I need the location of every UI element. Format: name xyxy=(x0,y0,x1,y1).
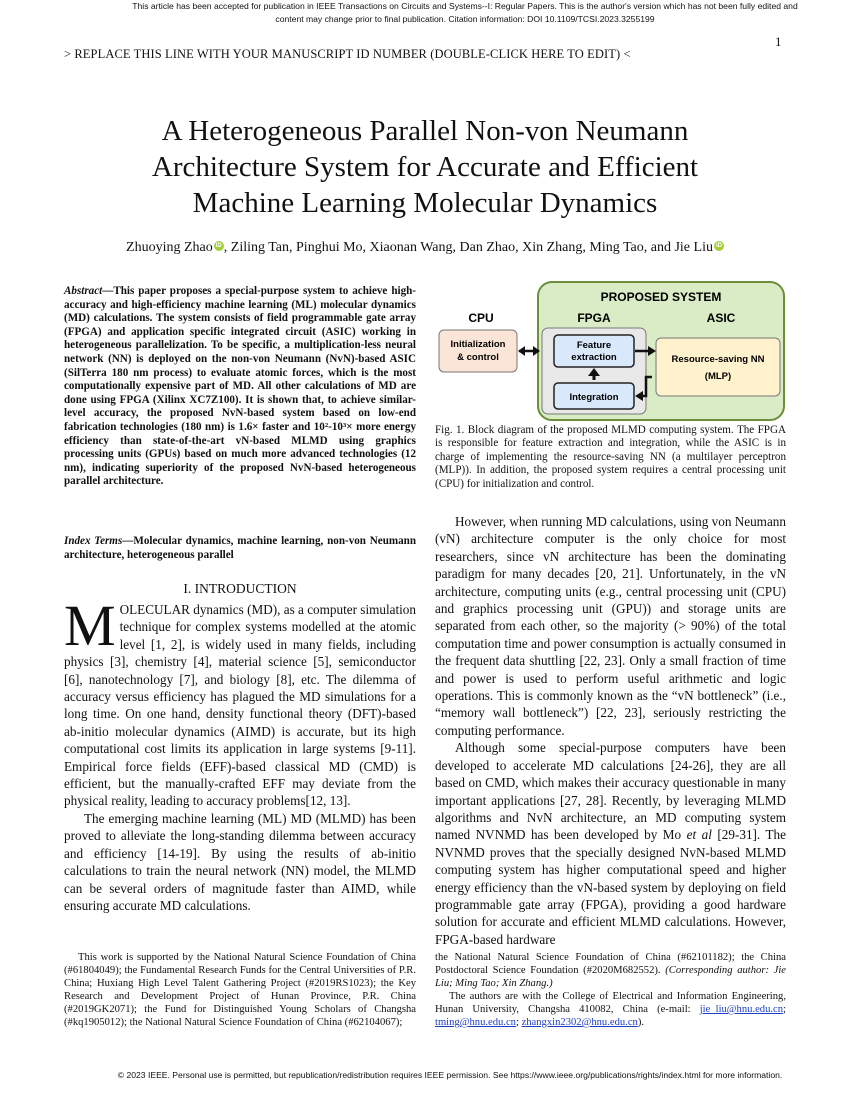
paper-title xyxy=(64,113,786,221)
proposed-system-label: PROPOSED SYSTEM xyxy=(600,290,722,304)
copyright-footer: © 2023 IEEE. Personal use is permitted, but republication/redistribution requires IEEE permission. See https://www.ieee.org/publications/rights/index.html for more information. xyxy=(117,1070,783,1080)
email-separator: ; xyxy=(783,1004,786,1015)
right-paragraph-2 xyxy=(435,739,786,948)
drop-cap: M xyxy=(64,593,116,658)
arrow-head-left xyxy=(518,346,525,356)
et-al: et al xyxy=(686,827,712,843)
email-separator: ; xyxy=(515,1017,522,1028)
manuscript-id-placeholder[interactable]: > REPLACE THIS LINE WITH YOUR MANUSCRIPT ID NUMBER (DOUBLE-CLICK HERE TO EDIT) < xyxy=(64,47,631,61)
cpu-box xyxy=(439,330,517,372)
integration-label: Integration xyxy=(569,392,619,403)
feature-label-line2: extraction xyxy=(571,352,617,363)
asic-box xyxy=(656,338,780,396)
block-diagram-figure xyxy=(436,280,786,425)
right-column-text xyxy=(435,513,786,948)
author-list xyxy=(64,240,786,256)
email-link-jie-liu[interactable]: jie_liu@hnu.edu.cn xyxy=(699,1004,784,1015)
index-terms-label: Index Terms xyxy=(64,535,123,547)
funding-continued-text: the National Natural Science Foundation of China (#62101182); the China Postdoctoral Science Foundation (#2020M682552). xyxy=(435,952,786,976)
title-line-3: Machine Learning Molecular Dynamics xyxy=(192,187,658,219)
publication-notice-line1: This article has been accepted for publication in IEEE Transactions on Circuits and Systems--I: Regular Papers. This is the author's version which has not been fully edited and xyxy=(132,1,798,11)
affiliation-text xyxy=(435,990,786,1029)
index-terms xyxy=(64,535,416,562)
orcid-icon[interactable]: iD xyxy=(215,243,222,249)
page-number: 1 xyxy=(775,34,782,49)
first-author: Zhuoying Zhao xyxy=(126,240,213,255)
affiliation-footnote xyxy=(435,951,786,1029)
nn-label-line2: (MLP) xyxy=(704,371,732,382)
other-authors: , Ziling Tan, Pinghui Mo, Xiaonan Wang, Dan Zhao, Xin Zhang, Ming Tao, and Jie Liu xyxy=(223,240,713,255)
section-heading: I. INTRODUCTION xyxy=(183,581,297,596)
intro-paragraph-1-text: OLECULAR dynamics (MD), as a computer simulation technique for complex systems modelled at the atomic level [1, 2], is widely used in many fields, including physics [3], chemistry [4], material science [5], semiconductor [6], nanotechnology [7], and biology [8], etc. The dilemma of accuracy versus efficiency has plagued the MD simulations for a long time. On one hand, density functional theory (DFT)-based ab-initio molecular dynamics (AIMD) is accurate, but its high computational cost limits its application in large systems [9-11]. Empirical force fields (EFF)-based classical MD (CMD) is efficient, but the manually-crafted EFF may deviate from the physical reality, leading to accuracy problems[12, 13]. xyxy=(64,602,416,809)
abstract-label: Abstract xyxy=(64,285,103,297)
orcid-icon[interactable]: iD xyxy=(715,243,722,249)
cpu-label: CPU xyxy=(468,311,494,325)
index-terms-text: —Molecular dynamics, machine learning, non-von Neumann architecture, heterogeneous parallel xyxy=(64,535,416,561)
fpga-label: FPGA xyxy=(577,311,611,325)
corresponding-author: (Corresponding author: Jie Liu; Ming Tao; Xin Zhang.) xyxy=(435,965,786,989)
figure-caption: Fig. 1. Block diagram of the proposed MLMD computing system. The FPGA is responsible for feature extraction and integration, while the ASIC is in charge of implementing the resource-saving NN (a multilayer perceptron (MLP)). In addition, the proposed system requires a central processing unit (CPU) for initialization and control. xyxy=(435,424,786,490)
funding-footnote xyxy=(64,951,416,1029)
right-paragraph-2-a: Although some special-purpose computers have been developed to accelerate MD calculations [24-26], they are all based on CMD, which makes their accuracy questionable in many important applications [27, 28]. Recently, by leveraging MLMD algorithms and NvN architecture, an MD computing system named NVNMD has been developed by Mo xyxy=(435,740,786,843)
funding-text-continued xyxy=(435,951,786,990)
init-label-line2: & control xyxy=(457,352,499,363)
title-line-2: Architecture System for Accurate and Efficient xyxy=(151,151,699,183)
affiliation-end: ). xyxy=(637,1017,645,1028)
affiliation-sentence: The authors are with the College of Electrical and Information Engineering, Hunan University, Changsha 410082, China (e-mail: xyxy=(435,991,786,1015)
abstract xyxy=(64,285,416,489)
email-link-xin-zhang[interactable]: zhangxin2302@hnu.edu.cn xyxy=(521,1017,638,1028)
publication-notice-line2: content may change prior to final publication. Citation information: DOI 10.1109/TCSI.2023.3255199 xyxy=(275,14,655,24)
abstract-text: —This paper proposes a special-purpose system to achieve high-accuracy and high-efficiency machine learning (ML) molecular dynamics (MD) calculations. The system consists of field programmable gate array (FPGA) and application specific integrated circuit (ASIC) working in heterogeneous parallelization. To be specific, a multiplication-less neural network (NN) is deployed on the non-von Neumann (NvN)-based ASIC (SilTerra 180 nm process) to evaluate atomic forces, which is the most computationally expensive part of MD. All other calculations of MD are done using FPGA (Xilinx XC7Z100). It is shown that, to achieve similar-level accuracy, the proposed NvN-based system based on low-end fabrication technologies (180 nm) is 1.6× faster and 10²-10³× more energy efficiency than state-of-the-art vN-based MLMD using graphics processing units (GPUs) based on much more advanced technologies (12 nm), indicating superiority of the proposed NvN-based heterogeneous parallel architecture. xyxy=(64,285,416,488)
right-paragraph-1: However, when running MD calculations, using von Neumann (vN) architecture computer is the only choice for most researchers, since vN architecture has been the dominating paradigm for many decades [20, 21]. Unfortunately, in the vN architecture, computing units (e.g., central processing unit (CPU) and graphics processing unit (GPU)) and storage units are separated from each other, so the majority (> 90%) of the total computation time and power consumption is actually consumed in the frequent data shuttling [22, 23]. Only a small fraction of time and power is used to perform useful arithmetic and logic operations. This is commonly known as the “vN bottleneck” (i.e., “memory wall bottleneck”) [22, 23], seriously restricting the computing performance. xyxy=(435,514,786,738)
feature-label-line1: Feature xyxy=(576,340,612,351)
intro-paragraph-1 xyxy=(64,593,416,810)
introduction-text xyxy=(64,593,416,914)
init-label-line1: Initialization xyxy=(450,339,506,350)
asic-label: ASIC xyxy=(706,311,736,325)
funding-text: This work is supported by the National Natural Science Foundation of China (#61804049); the Fundamental Research Funds for the Central Universities of P.R. China; Huxiang High Level Talent Gathering Project (#2019RS1023); the Key Research and Development Project of Hunan Province, P.R. China (#2019GK2071); the Fund for Distinguished Young Scholars of Changsha (#kq1905012); the National Natural Science Foundation of China (#62104067); xyxy=(64,952,416,1028)
title-line-1: A Heterogeneous Parallel Non-von Neumann xyxy=(161,115,689,147)
intro-paragraph-2: The emerging machine learning (ML) MD (MLMD) has been proved to alleviate the long-standing dilemma between accuracy and efficiency [14-19]. By using the results of ab-initio calculations to train the neural network (NN) model, the MLMD can be several orders of magnitude faster than AIMD, while ensuring accurate MD calculations. xyxy=(64,810,416,913)
email-link-ming-tao[interactable]: tming@hnu.edu.cn xyxy=(435,1017,516,1028)
right-paragraph-2-b: [29-31]. The NVNMD proves that the specially designed NvN-based MLMD computing system has higher computational speed and higher energy efficiency than the vN-based system by deploying on field programmable gate array (FPGA), providing a good hardware solution for accurate and efficient MLMD calculations. However, FPGA-based hardware xyxy=(435,827,786,947)
publication-notice xyxy=(120,0,810,26)
nn-label-line1: Resource-saving NN xyxy=(671,354,765,365)
